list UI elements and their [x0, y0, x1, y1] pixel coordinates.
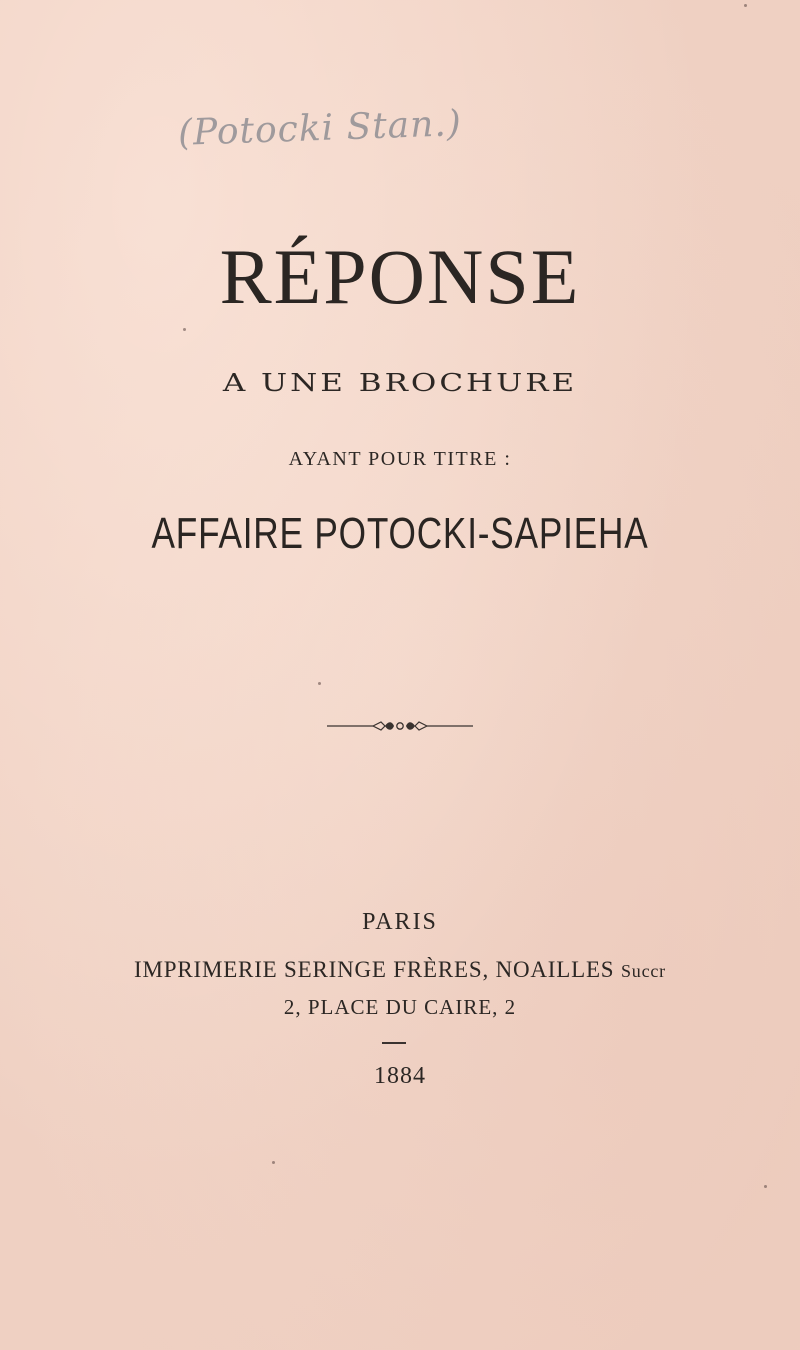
- printer-suffix: Succr: [620, 961, 666, 981]
- imprint-year: 1884: [374, 1063, 426, 1089]
- work-title: AFFAIRE POTOCKI-SAPIEHA: [151, 509, 649, 558]
- paper-speck: [318, 682, 321, 685]
- paper-speck: [764, 1185, 767, 1188]
- subtitle: A UNE BROCHURE: [222, 369, 578, 398]
- imprint-city: PARIS: [362, 909, 438, 935]
- divider-dash: [382, 1042, 406, 1044]
- paper-speck: [744, 4, 747, 7]
- ornament-icon: [325, 716, 475, 736]
- main-title: RÉPONSE: [219, 233, 581, 320]
- imprint-address: 2, PLACE DU CAIRE, 2: [283, 995, 517, 1019]
- printer-name: IMPRIMERIE SERINGE FRÈRES, NOAILLES: [134, 957, 615, 982]
- paper-speck: [183, 328, 186, 331]
- subtitle-prefix: AYANT POUR TITRE :: [288, 448, 512, 470]
- imprint-printer: [0, 958, 800, 981]
- paper-speck: [272, 1161, 275, 1164]
- handwritten-note: (Potocki Stan.): [177, 103, 463, 154]
